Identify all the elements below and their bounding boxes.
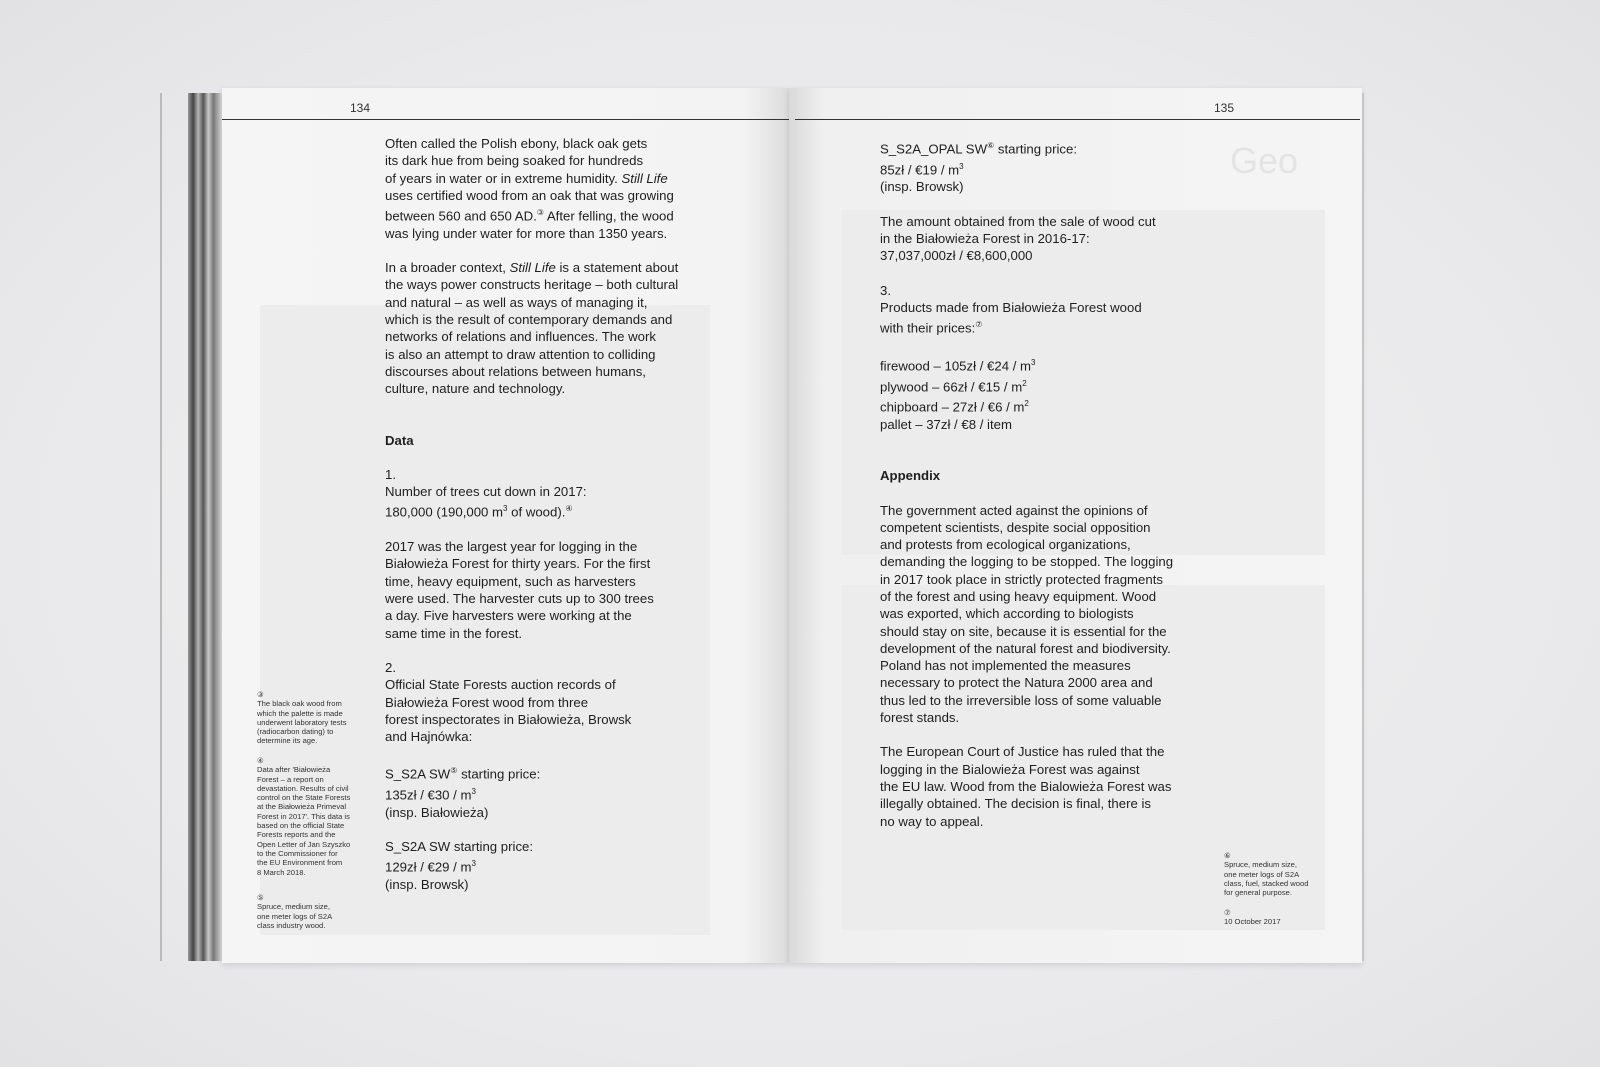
header-rule-right	[795, 119, 1360, 120]
text-line: a day. Five harvesters were working at the	[385, 608, 632, 624]
text-line: were used. The harvester cuts up to 300 trees	[385, 591, 654, 607]
text-line: S_S2A_OPAL SW⑥ starting price:	[880, 141, 1078, 157]
text-line: and Hajnówka:	[385, 729, 473, 745]
text-line: The European Court of Justice has ruled that the	[880, 744, 1165, 760]
footnote-5: ⑤ Spruce, medium size, one meter logs of S2A class industry wood.	[257, 893, 367, 930]
text-line: of years in water or in extreme humidity. Still Life	[385, 170, 668, 186]
text-line: Białowieża Forest for thirty years. For the first	[385, 556, 651, 572]
page-edge	[160, 93, 162, 961]
footnote-mark: ⑦	[975, 320, 983, 330]
text-line: time, heavy equipment, such as harvesters	[385, 573, 636, 589]
text-line: forest stands.	[880, 710, 960, 726]
page-number-left: 134	[350, 101, 371, 115]
text-line: illegally obtained. The decision is final, there is	[880, 796, 1151, 812]
text-line: the ways power constructs heritage – both cultural	[385, 277, 679, 293]
header-rule-left	[222, 119, 789, 120]
text-line: of the forest and using heavy equipment. Wood	[880, 588, 1157, 604]
text-line: should stay on site, because it is essential for the	[880, 623, 1167, 639]
text-line: The government acted against the opinions of	[880, 502, 1148, 518]
text-line: plywood – 66zł / €15 / $m^2$	[880, 378, 1027, 394]
text-line: its dark hue from being soaked for hundreds	[385, 153, 644, 169]
text-line: S_S2A SW⑤ starting price:	[385, 766, 541, 782]
footnote-4: ④ Data after 'Białowieża Forest – a report on devastation. Results of civil control on the State Forests at the Białowieża Primeval Forest in 2017'. This data is based on the official State Forests reports and the Open Letter of Jan Szyszko to the Commissioner for the EU Environment from 8 March 2018.	[257, 756, 367, 877]
text-line: forest inspectorates in Białowieża, Browsk	[385, 711, 632, 727]
footnote-mark: ③	[536, 208, 544, 218]
text-line: was lying under water for more than 1350 years.	[385, 225, 668, 241]
text-line: no way to appeal.	[880, 813, 984, 829]
text-line: and natural – as well as ways of managing it,	[385, 294, 648, 310]
text-line: Poland has not implemented the measures	[880, 658, 1131, 674]
footnote-mark: ④	[565, 504, 573, 514]
text-line: The amount obtained from the sale of wood cut	[880, 213, 1156, 229]
footnote-mark: ④	[257, 756, 264, 765]
text-line: and protests from ecological organizations,	[880, 537, 1131, 553]
footnote-mark: ⑤	[257, 893, 264, 902]
text-line: 37,037,000zł / €8,600,000	[880, 248, 1033, 264]
text-line: (insp. Browsk)	[880, 179, 964, 195]
text-line: the EU law. Wood from the Bialowieża Forest was	[880, 778, 1172, 794]
left-body-text	[385, 135, 715, 893]
page-edge-dark	[188, 93, 222, 961]
text-line: between 560 and 650 AD.③ After felling, the wood	[385, 208, 674, 224]
footnote-mark: ⑤	[450, 766, 458, 776]
page-number-right: 135	[1214, 101, 1235, 115]
text-line: (insp. Białowieża)	[385, 804, 489, 820]
text-line: competent scientists, despite social opposition	[880, 519, 1151, 535]
right-body-text	[880, 137, 1215, 830]
footnote-mark: ⑥	[1224, 851, 1231, 860]
text-line: networks of relations and influences. The work	[385, 329, 656, 345]
section-heading-data: Data	[385, 432, 414, 448]
text-line: S_S2A SW starting price:	[385, 839, 534, 855]
text-line: 180,000 (190,000 $m^3$ of wood).④	[385, 504, 573, 520]
text-line: 2.	[385, 659, 396, 675]
footnote-mark: ⑦	[1224, 908, 1231, 917]
text-line: demanding the logging to be stopped. The logging	[880, 554, 1174, 570]
text-line: 3.	[880, 282, 891, 298]
footnote-6: ⑥ Spruce, medium size, one meter logs of S2A class, fuel, stacked wood for general purpose.	[1224, 851, 1334, 897]
footnote-3: ③ The black oak wood from which the palette is made underwent laboratory tests (radiocarbon dating) to determine its age.	[257, 690, 367, 746]
text-line: is also an attempt to draw attention to colliding	[385, 346, 656, 362]
text-line: 135zł / €30 / $m^3$	[385, 787, 476, 803]
text-line: Białowieża Forest wood from three	[385, 694, 589, 710]
text-line: necessary to protect the Natura 2000 area and	[880, 675, 1153, 691]
text-line: was exported, which according to biologists	[880, 606, 1134, 622]
text-line: logging in the Bialowieża Forest was against	[880, 761, 1140, 777]
text-line: 85zł / €19 / $m^3$	[880, 161, 964, 178]
text-line: uses certified wood from an oak that was growing	[385, 187, 674, 203]
text-line: Products made from Białowieża Forest wood	[880, 299, 1142, 315]
text-line: In a broader context, Still Life is a statement about	[385, 260, 679, 276]
text-line: Number of trees cut down in 2017:	[385, 484, 587, 500]
text-line: culture, nature and technology.	[385, 381, 566, 397]
footnote-mark: ③	[257, 690, 264, 699]
footnote-7: ⑦ 10 October 2017	[1224, 908, 1334, 927]
text-line: Official State Forests auction records of	[385, 677, 616, 693]
text-line: which is the result of contemporary demands and	[385, 312, 673, 328]
text-line: in the Białowieża Forest in 2016-17:	[880, 230, 1090, 246]
text-line: 2017 was the largest year for logging in the	[385, 539, 638, 555]
ghost-title: Geo	[1230, 140, 1299, 181]
text-line: development of the natural forest and biodiversity.	[880, 640, 1171, 656]
text-line: pallet – 37zł / €8 / item	[880, 416, 1012, 432]
text-line: discourses about relations between humans,	[385, 363, 646, 379]
text-line: 129zł / €29 / $m^3$	[385, 859, 476, 875]
footnote-mark: ⑥	[987, 141, 995, 150]
text-line: thus led to the irreversible loss of some valuable	[880, 692, 1162, 708]
section-heading-appendix: Appendix	[880, 468, 941, 484]
text-line: in 2017 took place in strictly protected fragments	[880, 571, 1163, 587]
text-line: firewood – 105zł / €24 / $m^3$	[880, 357, 1036, 374]
text-line: Often called the Polish ebony, black oak gets	[385, 136, 648, 151]
text-line: same time in the forest.	[385, 625, 523, 641]
text-line: 1.	[385, 466, 396, 482]
text-line: (insp. Browsk)	[385, 877, 469, 893]
text-line: with their prices:⑦	[880, 320, 983, 336]
text-line: chipboard – 27zł / €6 / $m^2$	[880, 399, 1029, 415]
